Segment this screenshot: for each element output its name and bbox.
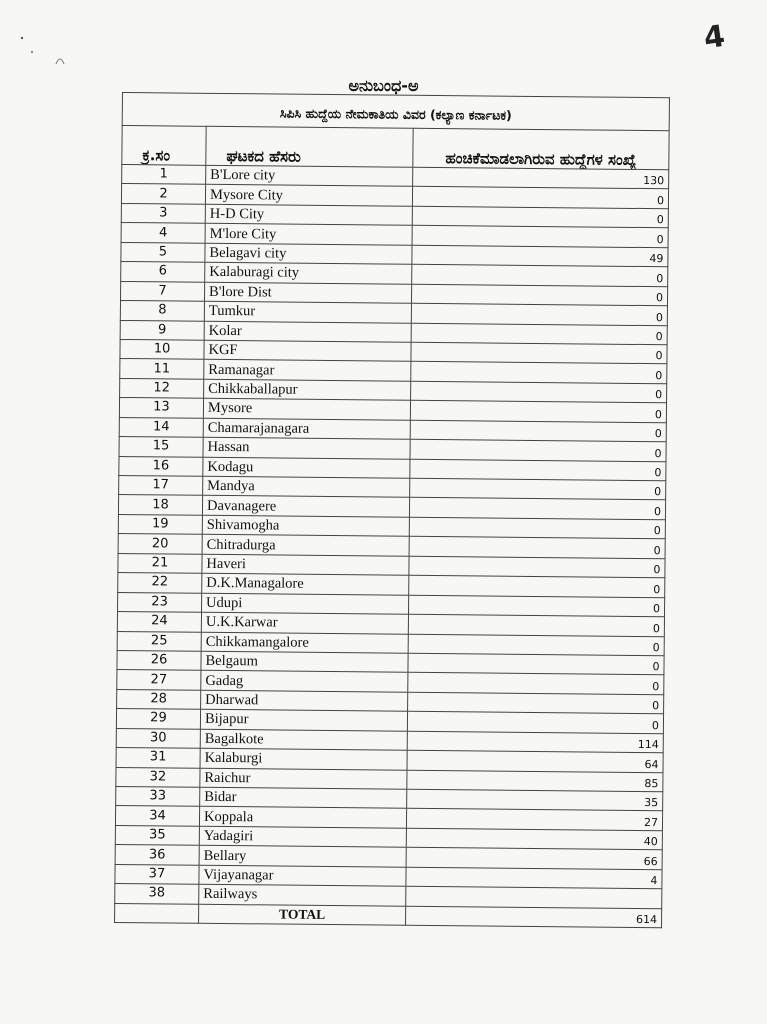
- row-unit-name: Vijayanagar: [199, 865, 406, 886]
- row-unit-name: Yadagiri: [199, 826, 406, 847]
- row-serial: 5: [121, 242, 205, 262]
- row-posts-count: 0: [412, 226, 668, 248]
- row-unit-name: Kodagu: [203, 457, 410, 478]
- row-serial: 37: [115, 864, 199, 884]
- row-unit-name: Chitradurga: [202, 535, 409, 556]
- scan-specks: [18, 30, 78, 80]
- total-row: [115, 903, 662, 928]
- row-unit-name: U.K.Karwar: [201, 612, 408, 633]
- row-unit-name: Shivamogha: [202, 515, 409, 536]
- row-serial: 21: [118, 553, 202, 573]
- row-serial: 33: [116, 786, 200, 806]
- row-posts-count: 0: [408, 634, 664, 656]
- row-unit-name: KGF: [204, 340, 411, 361]
- row-serial: 36: [115, 845, 199, 865]
- row-posts-count: 66: [406, 848, 662, 870]
- row-unit-name: Ramanagar: [204, 360, 411, 381]
- row-posts-count: 0: [412, 187, 668, 209]
- row-serial: 25: [117, 631, 201, 651]
- row-serial: 12: [120, 378, 204, 398]
- row-serial: 3: [121, 203, 205, 223]
- row-posts-count: 40: [406, 828, 662, 850]
- row-serial: 19: [118, 514, 202, 534]
- row-serial: 7: [120, 281, 204, 301]
- row-posts-count: 0: [409, 537, 665, 559]
- row-serial: 8: [120, 301, 204, 321]
- header-posts-count: ಹಂಚಿಕೆಮಾಡಲಾಗಿರುವ ಹುದ್ದೆಗಳ ಸಂಖ್ಯೆ: [413, 128, 669, 169]
- row-unit-name: B'lore Dist: [204, 282, 411, 303]
- row-unit-name: Davanagere: [202, 496, 409, 517]
- row-posts-count: 0: [411, 381, 667, 403]
- row-unit-name: Mysore: [203, 399, 410, 420]
- row-posts-count: 130: [413, 167, 669, 189]
- row-serial: 10: [120, 339, 204, 359]
- row-unit-name: Belgaum: [201, 651, 408, 672]
- row-posts-count: 0: [411, 342, 667, 364]
- row-serial: 17: [119, 475, 203, 495]
- row-posts-count: 0: [411, 284, 667, 306]
- row-serial: 9: [120, 320, 204, 340]
- row-posts-count: 0: [410, 478, 666, 500]
- page-number: 4: [701, 18, 728, 57]
- row-unit-name: H-D City: [205, 204, 412, 225]
- posts-table: [114, 92, 670, 928]
- row-unit-name: Bellary: [199, 846, 406, 867]
- row-posts-count: 114: [407, 731, 663, 753]
- row-serial: 1: [122, 165, 206, 185]
- row-serial: 11: [120, 359, 204, 379]
- row-posts-count: 0: [409, 575, 665, 597]
- table-body: [115, 165, 669, 909]
- row-unit-name: Gadag: [201, 671, 408, 692]
- row-serial: 16: [119, 456, 203, 476]
- row-posts-count: 85: [407, 770, 663, 792]
- row-posts-count: 0: [408, 692, 664, 714]
- row-posts-count: 0: [410, 459, 666, 481]
- row-posts-count: 64: [407, 750, 663, 772]
- row-unit-name: Haveri: [202, 554, 409, 575]
- row-posts-count: 0: [410, 439, 666, 461]
- row-serial: 20: [118, 534, 202, 554]
- header-unit-name: ಘಟಕದ ಹೆಸರು: [206, 126, 413, 167]
- table-subtitle: ಸಿಪಿಸಿ ಹುದ್ದೆಯ ನೇಮಕಾತಿಯ ವಿವರ (ಕಲ್ಯಾಣ ಕರ್ನಾಟಕ): [122, 93, 669, 131]
- row-unit-name: Dharwad: [201, 690, 408, 711]
- row-serial: 24: [117, 612, 201, 632]
- row-serial: 6: [121, 262, 205, 282]
- row-serial: 18: [118, 495, 202, 515]
- row-serial: 2: [121, 184, 205, 204]
- row-serial: 14: [119, 417, 203, 437]
- row-serial: 29: [116, 709, 200, 729]
- row-posts-count: 0: [410, 420, 666, 442]
- row-unit-name: Bidar: [200, 787, 407, 808]
- row-posts-count: 0: [408, 595, 664, 617]
- row-serial: 27: [117, 670, 201, 690]
- row-posts-count: 0: [408, 673, 664, 695]
- row-unit-name: Raichur: [200, 768, 407, 789]
- row-unit-name: Railways: [199, 884, 406, 905]
- row-posts-count: 0: [409, 498, 665, 520]
- row-serial: 38: [115, 884, 199, 904]
- row-unit-name: B'Lore city: [206, 165, 413, 186]
- annexure-title: ಅನುಬಂಧ-ಅ: [348, 76, 419, 95]
- row-posts-count: 0: [410, 401, 666, 423]
- row-posts-count: 0: [408, 653, 664, 675]
- row-posts-count: 49: [412, 245, 668, 267]
- row-posts-count: 4: [406, 867, 662, 889]
- row-posts-count: 0: [411, 303, 667, 325]
- row-unit-name: Koppala: [199, 807, 406, 828]
- row-unit-name: Chikkamangalore: [201, 632, 408, 653]
- row-posts-count: 0: [412, 206, 668, 228]
- row-serial: 26: [117, 650, 201, 670]
- row-unit-name: Kalaburagi city: [205, 262, 412, 283]
- row-unit-name: Udupi: [202, 593, 409, 614]
- row-serial: 34: [115, 806, 199, 826]
- row-posts-count: [406, 886, 662, 908]
- header-serial: ಕ್ರ.ಸಂ: [122, 126, 206, 166]
- row-unit-name: Kalaburgi: [200, 748, 407, 769]
- row-serial: 15: [119, 437, 203, 457]
- total-value: 614: [406, 906, 662, 928]
- row-unit-name: Chikkaballapur: [204, 379, 411, 400]
- row-unit-name: Kolar: [204, 321, 411, 342]
- total-label: TOTAL: [199, 904, 406, 925]
- row-unit-name: Bijapur: [200, 710, 407, 731]
- row-serial: 4: [121, 223, 205, 243]
- row-unit-name: Chamarajanagara: [203, 418, 410, 439]
- row-posts-count: 0: [411, 323, 667, 345]
- row-posts-count: 0: [412, 264, 668, 286]
- row-serial: 35: [115, 825, 199, 845]
- row-serial: 13: [119, 398, 203, 418]
- row-serial: 28: [117, 689, 201, 709]
- posts-table-wrapper: [114, 92, 670, 928]
- row-unit-name: Belagavi city: [205, 243, 412, 264]
- row-unit-name: Hassan: [203, 437, 410, 458]
- row-unit-name: Tumkur: [204, 301, 411, 322]
- row-posts-count: 0: [407, 712, 663, 734]
- row-unit-name: Mandya: [203, 476, 410, 497]
- row-serial: 31: [116, 748, 200, 768]
- row-serial: 30: [116, 728, 200, 748]
- row-posts-count: 35: [407, 789, 663, 811]
- row-unit-name: Bagalkote: [200, 729, 407, 750]
- row-posts-count: 0: [411, 362, 667, 384]
- row-posts-count: 0: [409, 556, 665, 578]
- row-posts-count: 0: [408, 614, 664, 636]
- row-serial: 23: [118, 592, 202, 612]
- total-blank: [115, 903, 199, 923]
- row-serial: 32: [116, 767, 200, 787]
- row-posts-count: 27: [406, 809, 662, 831]
- row-posts-count: 0: [409, 517, 665, 539]
- row-serial: 22: [118, 573, 202, 593]
- row-unit-name: Mysore City: [205, 185, 412, 206]
- row-unit-name: M'lore City: [205, 224, 412, 245]
- row-unit-name: D.K.Managalore: [202, 573, 409, 594]
